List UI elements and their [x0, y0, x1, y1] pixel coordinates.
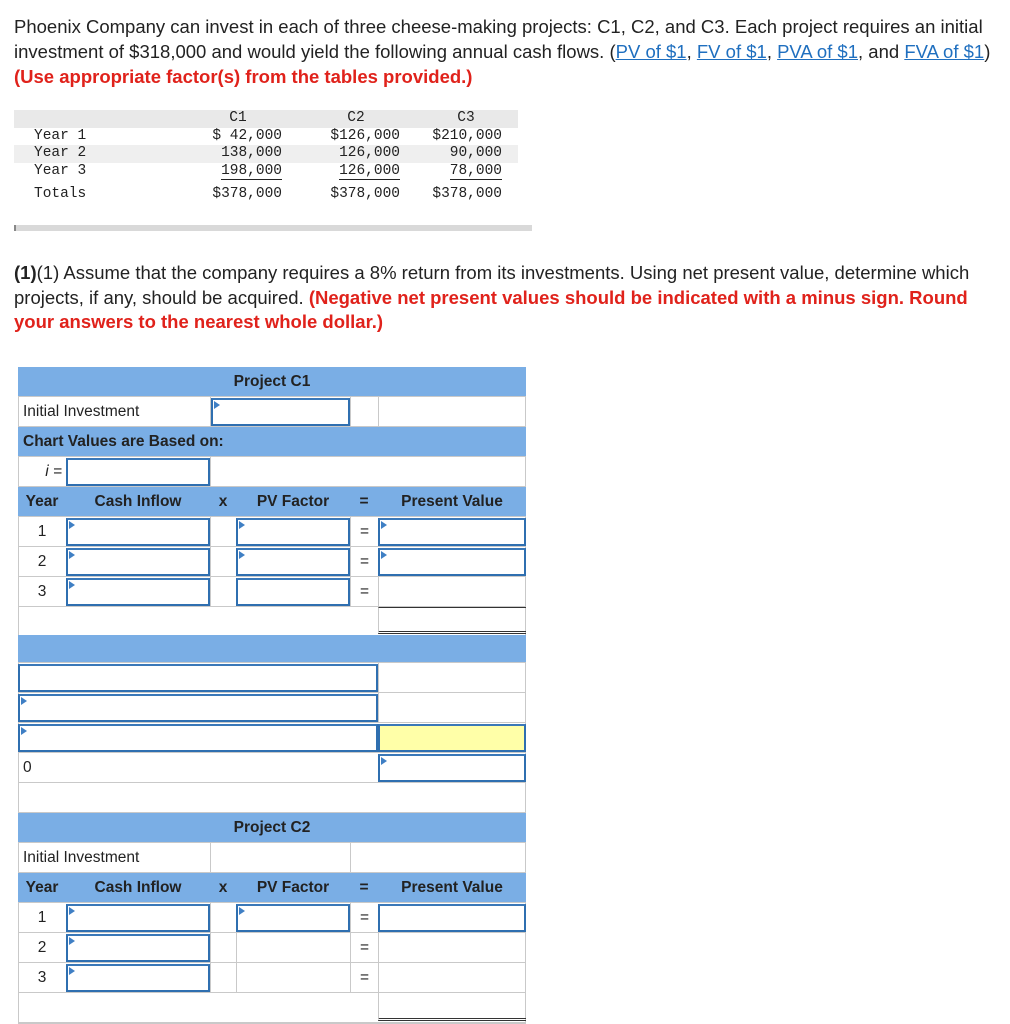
cell [210, 843, 350, 873]
pv-of-1-link[interactable]: PV of $1 [615, 41, 687, 62]
multiply-header: x [218, 879, 228, 896]
year-number: 2 [37, 553, 47, 570]
cell-value: $378,000 [432, 185, 502, 202]
c1-pv-factor-input[interactable] [236, 518, 350, 546]
c2-year-row [18, 903, 526, 933]
c1-year-row [18, 517, 526, 547]
c2-year-row [18, 963, 526, 993]
row-label: Year 1 [34, 127, 87, 144]
dropdown-marker-icon [239, 551, 245, 559]
c1-initial-investment-label: Initial Investment [23, 403, 140, 420]
cell [210, 577, 236, 607]
dropdown-marker-icon [69, 581, 75, 589]
c2-pv-factor-input[interactable] [236, 904, 350, 932]
pv-factor-header: PV Factor [256, 493, 330, 510]
cell-value: 138,000 [164, 145, 282, 163]
separator: , and [858, 41, 905, 62]
c1-label-select[interactable] [18, 664, 378, 692]
intro-text-2: ) [984, 41, 991, 62]
c1-title-row [18, 367, 526, 397]
c1-cash-inflow-input[interactable] [66, 518, 210, 546]
year-number: 3 [37, 969, 47, 986]
c1-cash-inflow-input[interactable] [66, 578, 210, 606]
question-1 [14, 261, 999, 335]
cell [210, 457, 526, 487]
separator: , [686, 41, 697, 62]
c1-rate-row [18, 457, 526, 487]
c1-initial-investment-input[interactable] [211, 398, 350, 426]
c2-year-row [18, 933, 526, 963]
year-number: 2 [37, 939, 47, 956]
equals-header: = [359, 879, 369, 896]
header-blank [14, 110, 164, 128]
cell [18, 993, 378, 1023]
year-number: 1 [37, 523, 47, 540]
c1-rate-input[interactable] [66, 458, 210, 486]
c2-present-value-input[interactable] [378, 904, 526, 932]
cell [236, 963, 350, 993]
c1-zero-value: 0 [23, 759, 32, 776]
c2-total-row [18, 993, 526, 1023]
c2-cash-inflow-input[interactable] [66, 964, 210, 992]
cell [18, 607, 378, 637]
c1-year-row [18, 547, 526, 577]
cell [210, 963, 236, 993]
c1-net-present-value-input[interactable] [378, 724, 526, 752]
c2-initial-investment-label: Initial Investment [23, 849, 140, 866]
c2-title-row [18, 813, 526, 843]
dropdown-marker-icon [69, 907, 75, 915]
c1-header-row [18, 487, 526, 517]
c1-decision-row [18, 753, 526, 783]
present-value-header: Present Value [401, 879, 503, 896]
c1-pv-factor-input[interactable] [236, 578, 350, 606]
cell [378, 397, 526, 427]
c1-net-present-value-label-select[interactable] [18, 724, 378, 752]
col-c3: C3 [400, 110, 518, 128]
c1-label-select[interactable] [18, 694, 378, 722]
c1-pv-factor-input[interactable] [236, 548, 350, 576]
q1-number: (1) [14, 262, 37, 283]
dropdown-marker-icon [381, 521, 387, 529]
cell [378, 577, 526, 607]
c1-decision-input[interactable] [378, 754, 526, 782]
dropdown-marker-icon [381, 551, 387, 559]
cell [350, 397, 378, 427]
dropdown-marker-icon [69, 521, 75, 529]
cell [378, 933, 526, 963]
dropdown-marker-icon [239, 907, 245, 915]
separator: , [766, 41, 778, 62]
present-value-header: Present Value [401, 493, 503, 510]
dropdown-marker-icon [69, 551, 75, 559]
c1-npv-row [18, 723, 526, 753]
row-label: Year 2 [14, 145, 164, 163]
cell [210, 517, 236, 547]
cell-value: 198,000 [221, 162, 282, 179]
dropdown-marker-icon [21, 727, 27, 735]
c2-total-present-value [378, 993, 526, 1021]
cell [350, 843, 526, 873]
c1-net-section-header [18, 635, 526, 663]
cell [378, 663, 526, 693]
col-c1: C1 [164, 110, 282, 128]
cell-value: $210,000 [432, 127, 502, 144]
dropdown-marker-icon [381, 757, 387, 765]
dropdown-marker-icon [21, 697, 27, 705]
cash-inflow-header: Cash Inflow [94, 493, 182, 510]
c2-cash-inflow-input[interactable] [66, 904, 210, 932]
c1-total-present-value [378, 607, 526, 634]
c1-present-value-input[interactable] [378, 518, 526, 546]
c1-initial-investment-row [18, 397, 526, 427]
row-label: Year 3 [34, 162, 87, 179]
dropdown-marker-icon [239, 521, 245, 529]
c2-initial-investment-row [18, 843, 526, 873]
c1-cash-inflow-input[interactable] [66, 548, 210, 576]
cell-value: $378,000 [330, 185, 400, 202]
col-c2: C2 [282, 110, 400, 128]
cell [210, 547, 236, 577]
equals-sign: = [350, 903, 378, 933]
q1-instruction: (Negative net present values should be indicated with a minus sign. Round your answers to the nearest whole dollar.) [14, 286, 968, 332]
cell-value: $126,000 [330, 127, 400, 144]
c1-spacer-row [18, 783, 526, 813]
cell [210, 903, 236, 933]
fva-of-1-link[interactable]: FVA of $1 [904, 41, 985, 62]
year-header: Year [25, 879, 59, 896]
cell [378, 693, 526, 723]
horizontal-scrollbar[interactable] [14, 225, 532, 231]
q1-text: (1) Assume that the company requires a 8% return from its investments. Using net present value, determine which projects, if any, should be acquired. [14, 262, 970, 308]
c2-title: Project C2 [233, 819, 311, 836]
row-label: Totals [34, 185, 87, 202]
multiply-header: x [218, 493, 228, 510]
pva-of-1-link[interactable]: PVA of $1 [777, 41, 859, 62]
cell [236, 933, 350, 963]
npv-worksheet [18, 367, 526, 1024]
c1-npv-row [18, 693, 526, 723]
year-header: Year [25, 493, 59, 510]
cell-value: 126,000 [282, 145, 400, 163]
equals-sign: = [350, 577, 378, 607]
dropdown-marker-icon [69, 937, 75, 945]
c2-cash-inflow-input[interactable] [66, 934, 210, 962]
equals-sign: = [350, 517, 378, 547]
cash-flow-table-container [14, 110, 532, 212]
cell [210, 933, 236, 963]
c1-year-row [18, 577, 526, 607]
year-number: 1 [37, 909, 47, 926]
dropdown-marker-icon [214, 401, 220, 409]
c1-chart-values-row [18, 427, 526, 457]
equals-sign: = [350, 547, 378, 577]
chart-values-label: Chart Values are Based on: [23, 433, 224, 450]
c2-header-row [18, 873, 526, 903]
cell-value: 126,000 [339, 162, 400, 179]
problem-intro [14, 14, 999, 89]
cell-value: $378,000 [212, 185, 282, 202]
cell-value: 90,000 [400, 145, 518, 163]
cell-value: 78,000 [449, 162, 502, 179]
intro-text: Phoenix Company can invest in each of three cheese-making projects: C1, C2, and C3. Each project requires an initial investment of $318,000 and would yield the following annual cash flows. ( [14, 16, 983, 62]
equals-sign: = [350, 963, 378, 993]
fv-of-1-link[interactable]: FV of $1 [696, 41, 767, 62]
year-number: 3 [37, 583, 47, 600]
cell-value: $ 42,000 [212, 127, 282, 144]
instruction-text: (Use appropriate factor(s) from the tables provided.) [14, 66, 473, 87]
equals-sign: = [350, 933, 378, 963]
c1-total-row [18, 607, 526, 637]
pv-factor-header: PV Factor [256, 879, 330, 896]
cash-flow-table [14, 110, 518, 208]
c1-present-value-input[interactable] [378, 548, 526, 576]
equals-header: = [359, 493, 369, 510]
rate-label: i = [45, 463, 62, 480]
c1-npv-row [18, 663, 526, 693]
cash-inflow-header: Cash Inflow [94, 879, 182, 896]
cell [378, 963, 526, 993]
c1-title: Project C1 [233, 373, 311, 390]
dropdown-marker-icon [69, 967, 75, 975]
